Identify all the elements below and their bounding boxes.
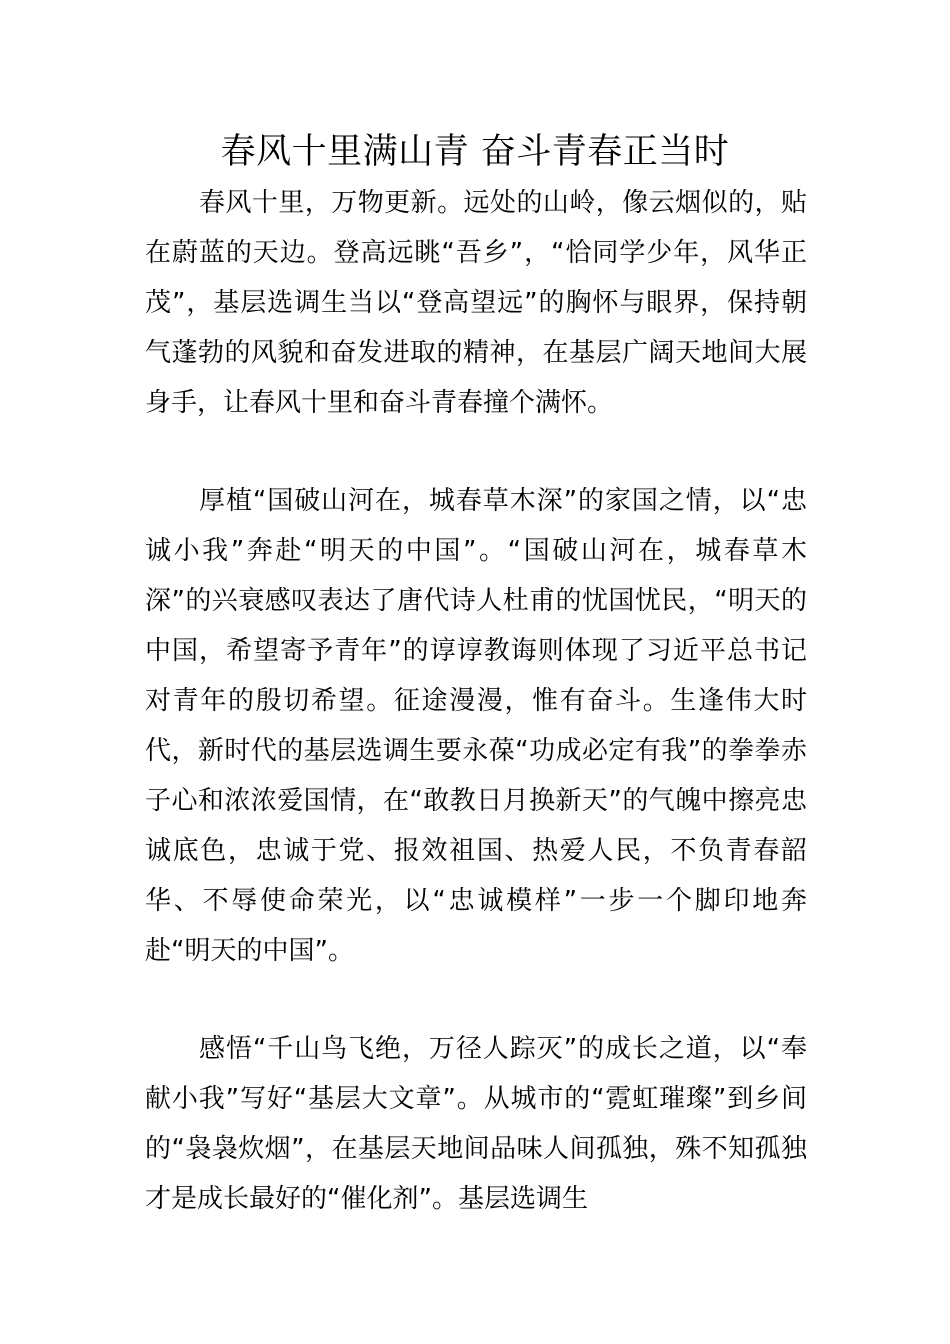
paragraph-3: 感悟“千山鸟飞绝，万径人踪灭”的成长之道，以“奉献小我”写好“基层大文章”。从城市的“霓虹璀璨”到乡间的“袅袅炊烟”，在基层天地间品味人间孤独，殊不知孤独才是成长最好的“催化剂”。基层选调生 (145, 1034, 807, 1214)
paragraph-1: 春风十里，万物更新。远处的山岭，像云烟似的，贴在蔚蓝的天边。登高远眺“吾乡”，“恰同学少年，风华正茂”，基层选调生当以“登高望远”的胸怀与眼界，保持朝气蓬勃的风貌和奋发进取的精神，在基层广阔天地间大展身手，让春风十里和奋斗青春撞个满怀。 (145, 188, 807, 418)
document-title: 春风十里满山青 奋斗青春正当时 (220, 132, 730, 172)
paragraph-2: 厚植“国破山河在，城春草木深”的家国之情，以“忠诚小我”奔赴“明天的中国”。“国破山河在，城春草木深”的兴衰感叹表达了唐代诗人杜甫的忧国忧民，“明天的中国，希望寄予青年”的谆谆教诲则体现了习近平总书记对青年的殷切希望。征途漫漫，惟有奋斗。生逢伟大时代，新时代的基层选调生要永葆“功成必定有我”的拳拳赤子心和浓浓爱国情，在“敢教日月换新天”的气魄中擦亮忠诚底色，忠诚于党、报效祖国、热爱人民，不负青春韶华、不辱使命荣光，以“忠诚模样”一步一个脚印地奔赴“明天的中国”。 (145, 486, 807, 966)
